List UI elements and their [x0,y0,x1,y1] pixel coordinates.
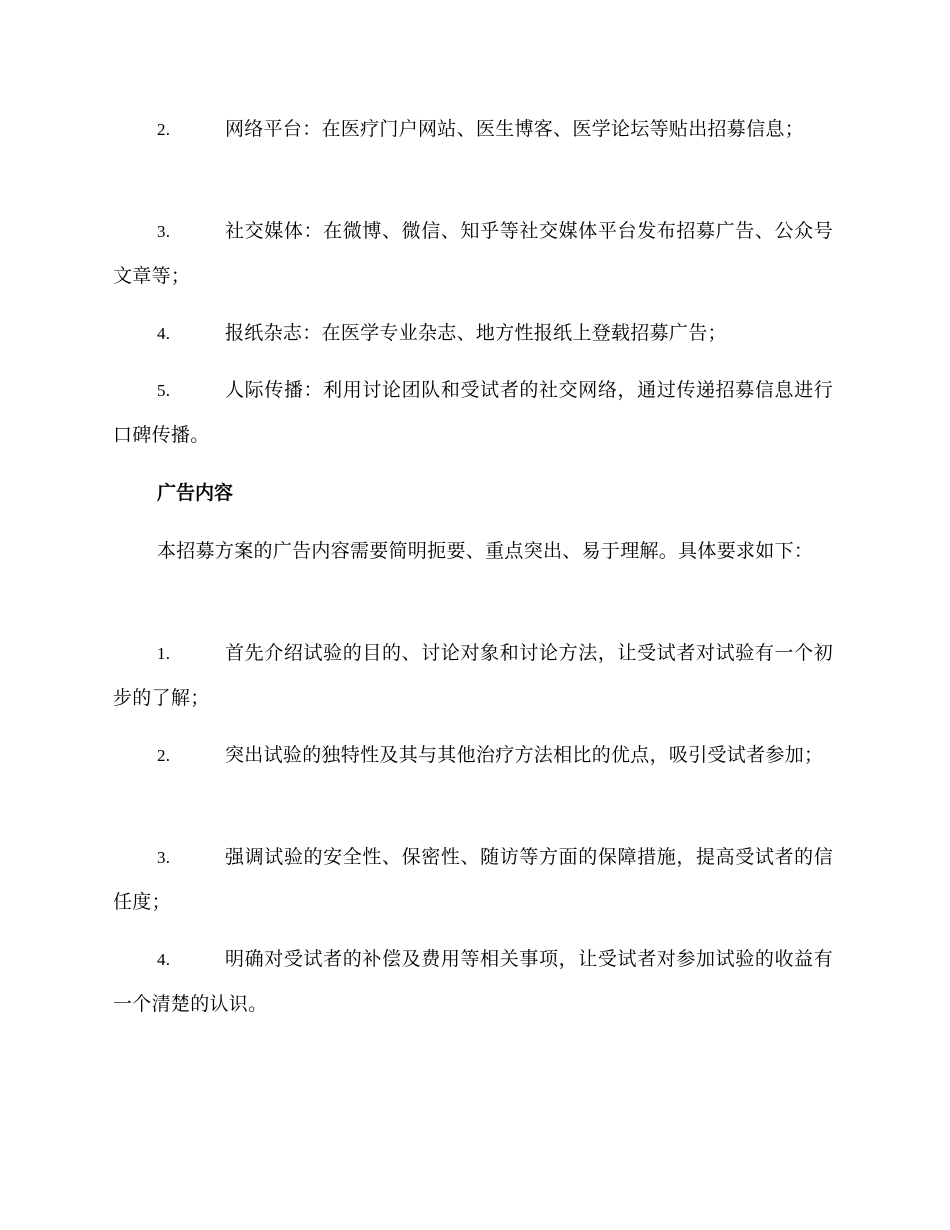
list-text: 突出试验的独特性及其与其他治疗方法相比的优点，吸引受试者参加； [225,744,824,766]
list-number: 3. [157,222,171,241]
list-item [113,209,833,299]
list-number: 5. [157,381,171,400]
list-item [113,733,833,778]
list-text: 强调试验的安全性、保密性、随访等方面的保障措施，提高受试者的信任度； [113,846,833,913]
list-number: 4. [157,950,171,969]
list-item [113,368,833,458]
intro-paragraph: 本招募方案的广告内容需要简明扼要、重点突出、易于理解。具体要求如下： [157,540,814,562]
list-number: 2. [157,120,171,139]
list-number: 4. [157,324,171,343]
list-number: 1. [157,644,171,663]
list-text: 报纸杂志：在医学专业杂志、地方性报纸上登载招募广告； [225,322,727,344]
list-item [113,937,833,1027]
list-item [113,311,833,356]
list-item [113,107,833,152]
list-text: 首先介绍试验的目的、讨论对象和讨论方法，让受试者对试验有一个初步的了解； [113,642,833,709]
list-item [113,835,833,925]
list-text: 社交媒体：在微博、微信、知乎等社交媒体平台发布招募广告、公众号文章等； [113,220,833,287]
list-text: 人际传播：利用讨论团队和受试者的社交网络，通过传递招募信息进行口碑传播。 [113,379,833,446]
list-text: 网络平台：在医疗门户网站、医生博客、医学论坛等贴出招募信息； [225,118,805,140]
list-number: 3. [157,848,171,867]
list-item [113,631,833,721]
list-text: 明确对受试者的补偿及费用等相关事项，让受试者对参加试验的收益有一个清楚的认识。 [113,948,833,1015]
list-number: 2. [157,746,171,765]
section-heading: 广告内容 [157,482,234,504]
